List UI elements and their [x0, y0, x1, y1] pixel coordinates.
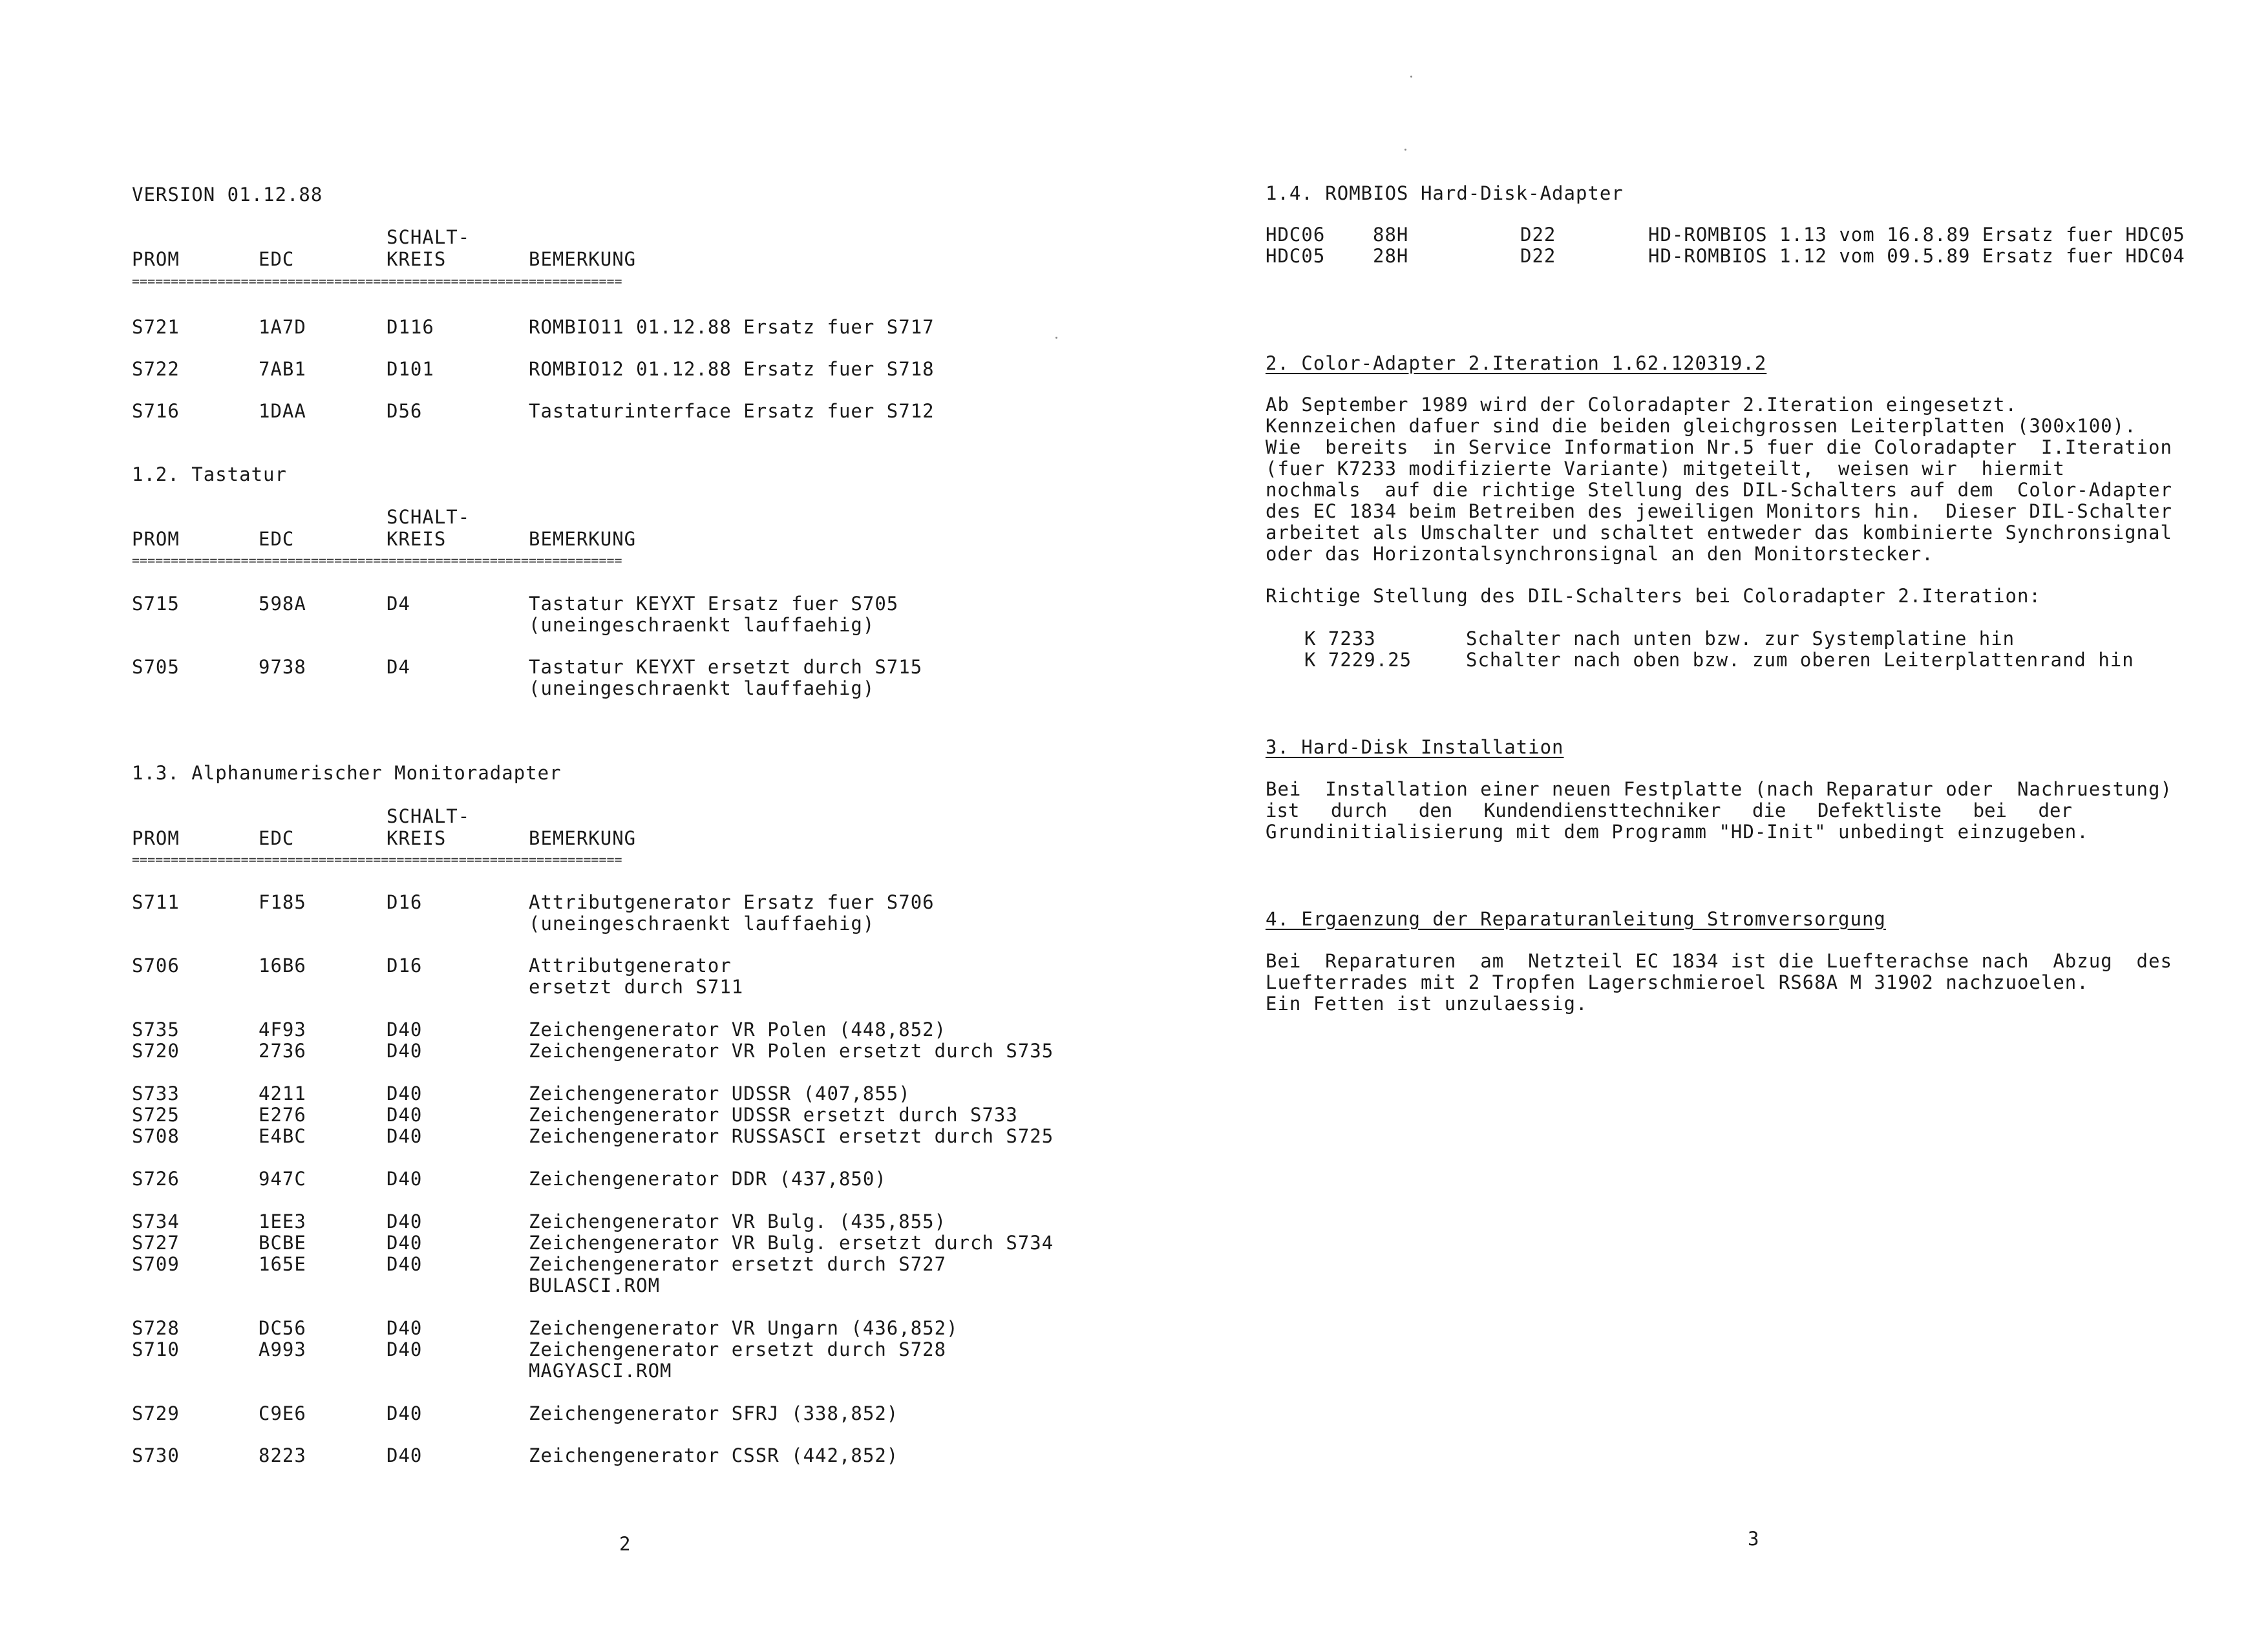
bemerkung-cell: Tastatur KEYXT Ersatz fuer S705 [529, 593, 899, 615]
bemerkung-cell: Attributgenerator Ersatz fuer S706 [529, 891, 935, 913]
edc-cell: A993 [259, 1338, 306, 1360]
edc-cell: 4F93 [259, 1019, 306, 1041]
prom-cell: S709 [132, 1253, 180, 1275]
header-schalt: SCHALT- [387, 506, 471, 528]
kreis-cell: D4 [387, 593, 410, 615]
prom-cell: S729 [132, 1402, 180, 1424]
bemerkung-cell: HD-ROMBIOS 1.12 vom 09.5.89 Ersatz fuer HDC04 [1648, 245, 2185, 267]
bemerkung-continuation: BULASCI.ROM [529, 1274, 661, 1296]
kreis-cell: D4 [387, 656, 410, 678]
edc-cell: E276 [259, 1104, 306, 1126]
bemerkung-cell: Zeichengenerator VR Ungarn (436,852) [529, 1317, 959, 1339]
word: der [2038, 799, 2072, 821]
hard-disk-line-2 [1266, 800, 2072, 821]
paragraph-line: Kennzeichen dafuer sind die beiden gleichgrossen Leiterplatten (300x100). [1266, 415, 2137, 437]
bemerkung-cell: HD-ROMBIOS 1.13 vom 16.8.89 Ersatz fuer HDC05 [1648, 224, 2185, 246]
kreis-cell: D40 [387, 1317, 423, 1339]
bemerkung-cell: Zeichengenerator VR Polen ersetzt durch S735 [529, 1040, 1054, 1062]
edc-cell: C9E6 [259, 1402, 306, 1424]
paragraph-line: Ein Fetten ist unzulaessig. [1266, 993, 1588, 1015]
prom-cell: S725 [132, 1104, 180, 1126]
edc-cell: DC56 [259, 1317, 306, 1339]
hard-disk-line-1: Bei Installation einer neuen Festplatte (nach Reparatur oder Nachruestung) [1266, 778, 2172, 800]
bemerkung-cell: Attributgenerator [529, 955, 732, 977]
header-edc: EDC [259, 827, 295, 849]
edc-cell: 598A [259, 593, 306, 615]
prom-cell: S721 [132, 316, 180, 338]
prom-cell: S726 [132, 1168, 180, 1190]
rombios-title: 1.4. ROMBIOS Hard-Disk-Adapter [1266, 182, 1624, 204]
kreis-cell: D40 [387, 1083, 423, 1104]
paragraph-line: Bei Reparaturen am Netzteil EC 1834 ist die Luefterachse nach Abzug des [1266, 950, 2172, 972]
switch-position-cell: Schalter nach unten bzw. zur Systemplatine hin [1466, 628, 2015, 650]
prom-cell: S735 [132, 1019, 180, 1041]
monitor-title: 1.3. Alphanumerischer Monitoradapter [132, 762, 562, 784]
bemerkung-cell: Zeichengenerator VR Bulg. (435,855) [529, 1210, 947, 1232]
kreis-cell: D40 [387, 1040, 423, 1062]
bemerkung-cell: Zeichengenerator ersetzt durch S727 [529, 1253, 947, 1275]
prom-cell: S705 [132, 656, 180, 678]
kreis-cell: D56 [387, 400, 423, 422]
bemerkung-cell: Zeichengenerator CSSR (442,852) [529, 1444, 899, 1466]
header-edc: EDC [259, 248, 295, 270]
edc-cell: 4211 [259, 1083, 306, 1104]
edc-cell: 28H [1373, 245, 1409, 267]
kreis-cell: D40 [387, 1104, 423, 1126]
header-bemerkung: BEMERKUNG [529, 528, 637, 550]
edc-cell: 9738 [259, 656, 306, 678]
prom-cell: S728 [132, 1317, 180, 1339]
header-kreis: KREIS [387, 827, 447, 849]
bemerkung-continuation: ersetzt durch S711 [529, 976, 744, 998]
scan-speck [1404, 149, 1406, 151]
kreis-cell: D40 [387, 1168, 423, 1190]
word: bei [1973, 799, 2007, 821]
bemerkung-cell: ROMBIO12 01.12.88 Ersatz fuer S718 [529, 358, 935, 380]
paragraph-line: Wie bereits in Service Information Nr.5 fuer die Coloradapter I.Iteration [1266, 436, 2172, 458]
edc-cell: 947C [259, 1168, 306, 1190]
page-number: 2 [619, 1533, 631, 1555]
bemerkung-cell: Zeichengenerator SFRJ (338,852) [529, 1402, 899, 1424]
separator-line: =============================================================== [132, 854, 622, 865]
tastatur-title: 1.2. Tastatur [132, 463, 287, 485]
kreis-cell: D22 [1520, 245, 1556, 267]
edc-cell: 7AB1 [259, 358, 306, 380]
bemerkung-continuation: MAGYASCI.ROM [529, 1360, 672, 1382]
dil-intro: Richtige Stellung des DIL-Schalters bei Coloradapter 2.Iteration: [1266, 585, 2041, 607]
prom-cell: S706 [132, 955, 180, 977]
word: Kundendiensttechniker [1483, 799, 1721, 821]
prom-cell: S708 [132, 1125, 180, 1147]
bemerkung-cell: ROMBIO11 01.12.88 Ersatz fuer S717 [529, 316, 935, 338]
edc-cell: 16B6 [259, 955, 306, 977]
hdc-cell: HDC05 [1266, 245, 1326, 267]
kreis-cell: D16 [387, 955, 423, 977]
separator-line: =============================================================== [132, 555, 622, 565]
repair-title: 4. Ergaenzung der Reparaturanleitung Stromversorgung [1266, 908, 1886, 930]
bemerkung-cell: Zeichengenerator VR Polen (448,852) [529, 1019, 947, 1041]
word: Defektliste [1817, 799, 1942, 821]
edc-cell: 1DAA [259, 400, 306, 422]
kreis-cell: D40 [387, 1253, 423, 1275]
edc-cell: BCBE [259, 1232, 306, 1254]
prom-cell: S715 [132, 593, 180, 615]
bemerkung-cell: Tastaturinterface Ersatz fuer S712 [529, 400, 935, 422]
kreis-cell: D22 [1520, 224, 1556, 246]
kreis-cell: D101 [387, 358, 434, 380]
hard-disk-line-3: Grundinitialisierung mit dem Programm "HD-Init" unbedingt einzugeben. [1266, 821, 2089, 843]
hard-disk-title: 3. Hard-Disk Installation [1266, 736, 1564, 758]
scan-speck [1055, 337, 1057, 339]
word: den [1418, 799, 1453, 821]
switch-position-cell: Schalter nach oben bzw. zum oberen Leiterplattenrand hin [1466, 649, 2134, 671]
prom-cell: S720 [132, 1040, 180, 1062]
header-prom: PROM [132, 827, 180, 849]
header-bemerkung: BEMERKUNG [529, 827, 637, 849]
prom-cell: S710 [132, 1338, 180, 1360]
page-number: 3 [1748, 1528, 1759, 1550]
version-label: VERSION 01.12.88 [132, 184, 323, 206]
header-schalt: SCHALT- [387, 226, 471, 248]
header-kreis: KREIS [387, 248, 447, 270]
model-cell: K 7233 [1304, 628, 1376, 650]
edc-cell: 88H [1373, 224, 1409, 246]
word: ist [1266, 799, 1300, 821]
kreis-cell: D40 [387, 1210, 423, 1232]
edc-cell: 8223 [259, 1444, 306, 1466]
paragraph-line: (fuer K7233 modifizierte Variante) mitgeteilt, weisen wir hiermit [1266, 458, 2065, 480]
prom-cell: S734 [132, 1210, 180, 1232]
kreis-cell: D40 [387, 1338, 423, 1360]
hdc-cell: HDC06 [1266, 224, 1326, 246]
prom-cell: S733 [132, 1083, 180, 1104]
paragraph-line: oder das Horizontalsynchronsignal an den Monitorstecker. [1266, 543, 1934, 565]
word: durch [1330, 799, 1388, 821]
right-page [1134, 0, 2268, 1648]
kreis-cell: D40 [387, 1019, 423, 1041]
word: die [1752, 799, 1786, 821]
edc-cell: 2736 [259, 1040, 306, 1062]
header-edc: EDC [259, 528, 295, 550]
bemerkung-cell: Zeichengenerator UDSSR (407,855) [529, 1083, 911, 1104]
edc-cell: E4BC [259, 1125, 306, 1147]
bemerkung-continuation: (uneingeschraenkt lauffaehig) [529, 913, 875, 935]
kreis-cell: D40 [387, 1125, 423, 1147]
header-prom: PROM [132, 528, 180, 550]
scan-speck [1410, 76, 1412, 78]
header-bemerkung: BEMERKUNG [529, 248, 637, 270]
kreis-cell: D40 [387, 1402, 423, 1424]
paragraph-line: nochmals auf die richtige Stellung des DIL-Schalters auf dem Color-Adapter [1266, 479, 2172, 501]
paragraph-line: arbeitet als Umschalter und schaltet entweder das kombinierte Synchronsignal [1266, 522, 2172, 544]
kreis-cell: D16 [387, 891, 423, 913]
bemerkung-cell: Zeichengenerator DDR (437,850) [529, 1168, 887, 1190]
edc-cell: 165E [259, 1253, 306, 1275]
prom-cell: S727 [132, 1232, 180, 1254]
header-prom: PROM [132, 248, 180, 270]
bemerkung-cell: Zeichengenerator UDSSR ersetzt durch S733 [529, 1104, 1018, 1126]
kreis-cell: D116 [387, 316, 434, 338]
prom-cell: S716 [132, 400, 180, 422]
color-adapter-title: 2. Color-Adapter 2.Iteration 1.62.120319.2 [1266, 352, 1767, 374]
bemerkung-continuation: (uneingeschraenkt lauffaehig) [529, 614, 875, 636]
bemerkung-cell: Zeichengenerator ersetzt durch S728 [529, 1338, 947, 1360]
model-cell: K 7229.25 [1304, 649, 1412, 671]
separator-line: =============================================================== [132, 276, 622, 286]
paragraph-line: Luefterrades mit 2 Tropfen Lagerschmieroel RS68A M 31902 nachzuoelen. [1266, 971, 2089, 993]
paragraph-line: Ab September 1989 wird der Coloradapter 2.Iteration eingesetzt. [1266, 394, 2017, 416]
bemerkung-cell: Tastatur KEYXT ersetzt durch S715 [529, 656, 923, 678]
prom-cell: S711 [132, 891, 180, 913]
prom-cell: S722 [132, 358, 180, 380]
edc-cell: 1A7D [259, 316, 306, 338]
header-kreis: KREIS [387, 528, 447, 550]
kreis-cell: D40 [387, 1232, 423, 1254]
bemerkung-cell: Zeichengenerator RUSSASCI ersetzt durch S725 [529, 1125, 1054, 1147]
header-schalt: SCHALT- [387, 805, 471, 827]
bemerkung-cell: Zeichengenerator VR Bulg. ersetzt durch S734 [529, 1232, 1054, 1254]
paragraph-line: des EC 1834 beim Betreiben des jeweiligen Monitors hin. Dieser DIL-Schalter [1266, 500, 2172, 522]
bemerkung-continuation: (uneingeschraenkt lauffaehig) [529, 677, 875, 699]
edc-cell: 1EE3 [259, 1210, 306, 1232]
kreis-cell: D40 [387, 1444, 423, 1466]
prom-cell: S730 [132, 1444, 180, 1466]
edc-cell: F185 [259, 891, 306, 913]
